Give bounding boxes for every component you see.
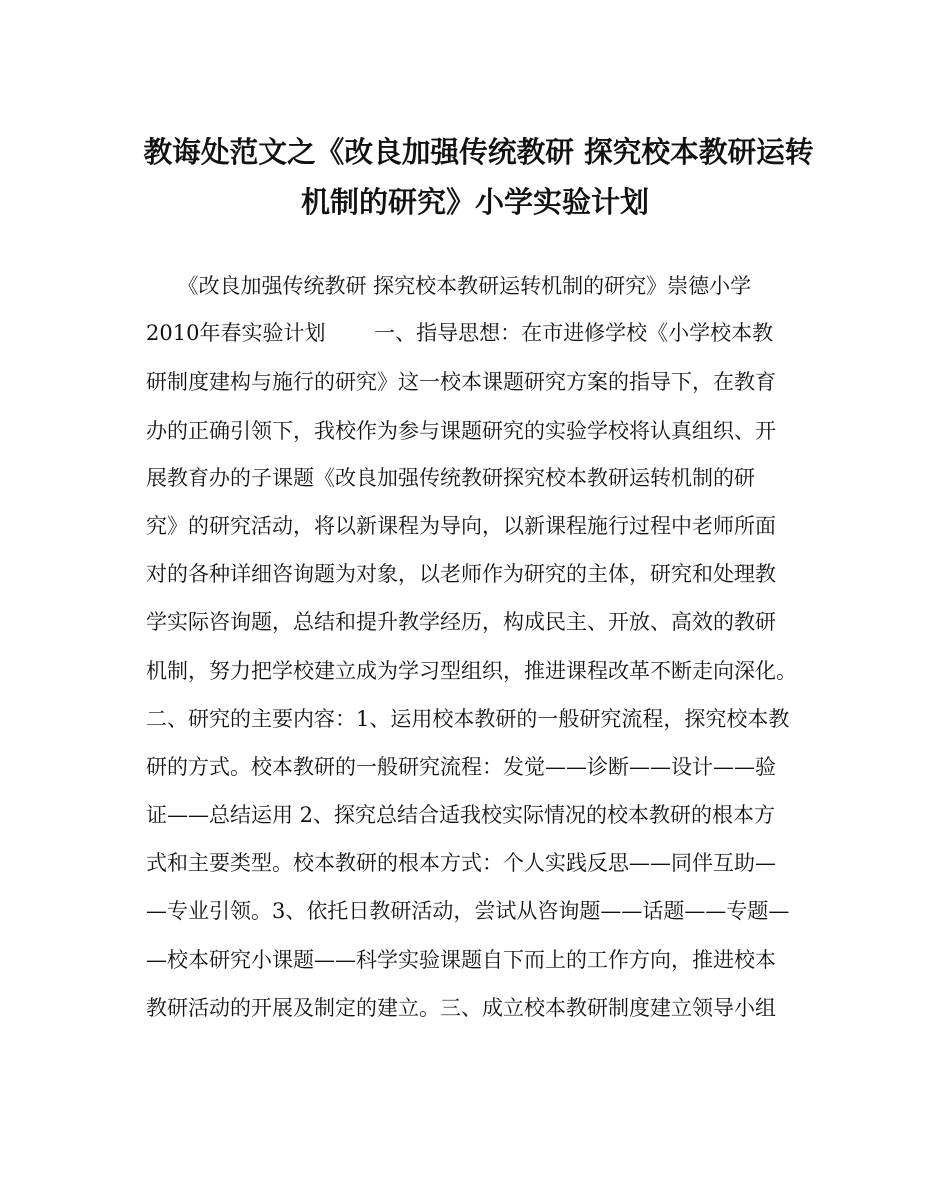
body-line-5: 展教育办的子课题《改良加强传统教研探究校本教研运转机制的研 (146, 466, 755, 490)
body-line-12: 证——总结运用 2、探究总结合适我校实际情况的校本教研的根本方 (146, 803, 776, 827)
body-line-14: —专业引领。3、依托日教研活动，尝试从咨询题——话题——专题— (146, 899, 790, 923)
body-line-6: 究》的研究活动，将以新课程为导向，以新课程施行过程中老师所面 (146, 514, 776, 538)
body-line-11: 研的方式。校本教研的一般研究流程：发觉——诊断——设计——验 (146, 755, 776, 779)
body-line-7: 对的各种详细咨询题为对象，以老师作为研究的主体，研究和处理教 (146, 562, 776, 586)
body-line-1: 《改良加强传统教研 探究校本教研运转机制的研究》崇德小学 (146, 274, 752, 298)
body-line-8: 学实际咨询题，总结和提升教学经历，构成民主、开放、高效的教研 (146, 610, 776, 634)
body-line-16: 教研活动的开展及制定的建立。三、成立校本教研制度建立领导小组 (146, 996, 776, 1020)
body-line-2: 2010年春实验计划 一、指导思想：在市进修学校《小学校本教 (146, 321, 774, 345)
body-line-4: 办的正确引领下，我校作为参与课题研究的实验学校将认真组织、开 (146, 419, 776, 443)
body-line-15: —校本研究小课题——科学实验课题自下而上的工作方向，推进校本 (146, 948, 776, 972)
document-title-line-2: 机制的研究》小学实验计划 (300, 185, 649, 219)
document-title-line-1: 教诲处范文之《改良加强传统教研 探究校本教研运转 (143, 135, 814, 169)
body-line-10: 二、研究的主要内容：1、运用校本教研的一般研究流程，探究校本教 (146, 707, 790, 731)
body-line-13: 式和主要类型。校本教研的根本方式：个人实践反思——同伴互助— (146, 851, 776, 875)
body-line-3: 研制度建构与施行的研究》这一校本课题研究方案的指导下，在教育 (146, 370, 776, 394)
body-line-9: 机制，努力把学校建立成为学习型组织，推进课程改革不断走向深化。 (146, 659, 797, 683)
